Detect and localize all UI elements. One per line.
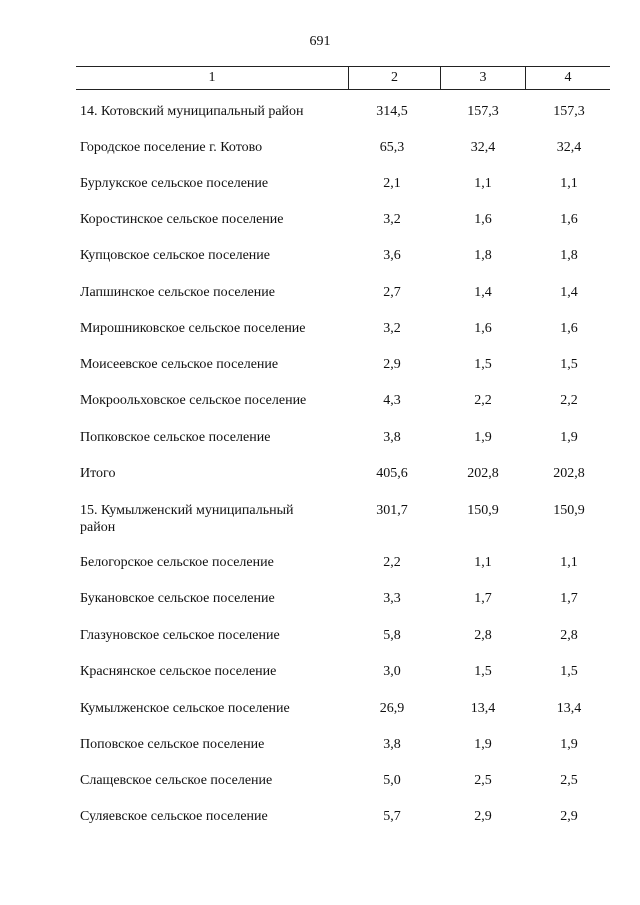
row-value-col-2: 301,7 <box>376 503 408 518</box>
row-value-col-2: 3,6 <box>383 248 401 263</box>
row-value-col-4: 1,5 <box>560 357 578 372</box>
row-value-col-4: 1,6 <box>560 212 578 227</box>
row-value-col-3: 1,6 <box>474 212 492 227</box>
row-value-col-3: 2,9 <box>474 809 492 824</box>
row-name: Моисеевское сельское поселение <box>80 357 279 372</box>
row-name: Итого <box>80 466 116 481</box>
row-name: Мокроольховское сельское поселение <box>80 393 307 408</box>
row-value-col-4: 1,9 <box>560 430 578 445</box>
page-number: 691 <box>309 34 331 49</box>
row-value-col-2: 2,7 <box>383 285 401 300</box>
row-value-col-2: 3,2 <box>383 212 401 227</box>
row-value-col-3: 2,8 <box>474 628 492 643</box>
row-value-col-4: 13,4 <box>556 701 582 716</box>
row-value-col-3: 1,1 <box>474 176 492 191</box>
row-value-col-4: 1,1 <box>560 176 578 191</box>
row-value-col-2: 3,0 <box>383 664 401 679</box>
row-value-col-3: 1,9 <box>474 430 492 445</box>
row-name: Бурлукское сельское поселение <box>80 176 269 191</box>
row-value-col-3: 32,4 <box>470 140 496 155</box>
row-value-col-4: 1,4 <box>560 285 578 300</box>
row-name: Поповское сельское поселение <box>80 737 265 752</box>
row-value-col-2: 2,1 <box>383 176 401 191</box>
row-value-col-3: 1,4 <box>474 285 492 300</box>
row-value-col-2: 3,8 <box>383 737 401 752</box>
row-value-col-3: 1,9 <box>474 737 492 752</box>
row-value-col-3: 150,9 <box>467 503 499 518</box>
row-name: 15. Кумылженский муниципальный район <box>80 503 294 535</box>
row-value-col-4: 1,6 <box>560 321 578 336</box>
row-value-col-4: 1,1 <box>560 555 578 570</box>
header-col-4: 4 <box>564 70 572 85</box>
row-name: Белогорское сельское поселение <box>80 555 274 570</box>
row-value-col-3: 2,5 <box>474 773 492 788</box>
header-col-3: 3 <box>479 70 487 85</box>
row-value-col-3: 13,4 <box>470 701 496 716</box>
row-value-col-4: 2,8 <box>560 628 578 643</box>
row-name: 14. Котовский муниципальный район <box>80 104 304 119</box>
row-value-col-4: 2,2 <box>560 393 578 408</box>
row-value-col-4: 1,5 <box>560 664 578 679</box>
table-header <box>76 66 610 90</box>
row-value-col-2: 3,2 <box>383 321 401 336</box>
row-value-col-2: 5,0 <box>383 773 401 788</box>
row-value-col-4: 157,3 <box>553 104 585 119</box>
row-value-col-2: 4,3 <box>383 393 401 408</box>
row-name: Слащевское сельское поселение <box>80 773 273 788</box>
row-name: Попковское сельское поселение <box>80 430 271 445</box>
row-value-col-3: 1,5 <box>474 664 492 679</box>
row-value-col-3: 1,8 <box>474 248 492 263</box>
row-value-col-2: 3,8 <box>383 430 401 445</box>
row-name: Суляевское сельское поселение <box>80 809 268 824</box>
row-value-col-2: 2,2 <box>383 555 401 570</box>
header-col-2: 2 <box>391 70 398 85</box>
row-value-col-4: 202,8 <box>553 466 585 481</box>
row-value-col-2: 405,6 <box>376 466 408 481</box>
row-name: Глазуновское сельское поселение <box>80 628 280 643</box>
row-value-col-4: 1,8 <box>560 248 578 263</box>
row-value-col-2: 5,7 <box>383 809 401 824</box>
row-name: Лапшинское сельское поселение <box>80 285 275 300</box>
row-value-col-3: 2,2 <box>474 393 492 408</box>
row-value-col-3: 202,8 <box>467 466 499 481</box>
row-value-col-4: 1,9 <box>560 737 578 752</box>
row-name: Краснянское сельское поселение <box>80 664 277 679</box>
row-value-col-2: 5,8 <box>383 628 401 643</box>
row-name: Букановское сельское поселение <box>80 591 275 606</box>
row-value-col-4: 2,5 <box>560 773 578 788</box>
row-value-col-2: 26,9 <box>379 701 405 716</box>
row-value-col-3: 1,1 <box>474 555 492 570</box>
row-value-col-4: 32,4 <box>556 140 582 155</box>
row-name: Городское поселение г. Котово <box>80 140 263 155</box>
row-value-col-3: 157,3 <box>467 104 499 119</box>
row-value-col-3: 1,5 <box>474 357 492 372</box>
row-name: Мирошниковское сельское поселение <box>80 321 306 336</box>
row-value-col-2: 65,3 <box>379 140 405 155</box>
row-name: Кумылженское сельское поселение <box>80 701 290 716</box>
row-value-col-3: 1,6 <box>474 321 492 336</box>
row-value-col-2: 314,5 <box>376 104 408 119</box>
row-value-col-4: 150,9 <box>553 503 585 518</box>
header-col-1: 1 <box>208 70 216 85</box>
row-value-col-3: 1,7 <box>474 591 492 606</box>
row-value-col-4: 2,9 <box>560 809 578 824</box>
row-value-col-4: 1,7 <box>560 591 578 606</box>
row-name: Купцовское сельское поселение <box>80 248 270 263</box>
row-value-col-2: 2,9 <box>383 357 401 372</box>
row-name: Коростинское сельское поселение <box>80 212 284 227</box>
row-value-col-2: 3,3 <box>383 591 401 606</box>
